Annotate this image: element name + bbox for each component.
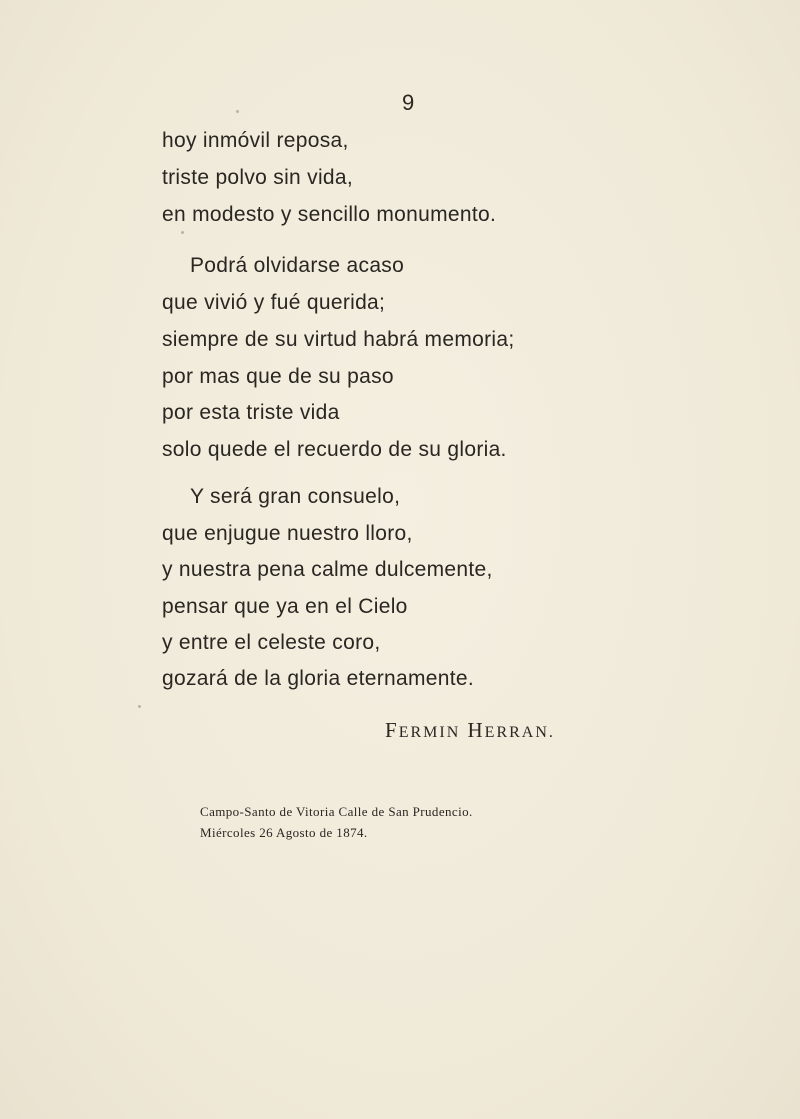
author-signature [385,718,555,743]
signature-initial: H [467,718,485,742]
paper-speck [138,705,141,708]
verse-line: que enjugue nuestro lloro, [162,522,413,545]
verse-line: por esta triste vida [162,401,340,424]
verse-line: triste polvo sin vida, [162,166,354,189]
signature-initial: F [385,718,399,742]
verse-line: y nuestra pena calme dulcemente, [162,558,493,581]
verse-line: por mas que de su paso [162,365,394,388]
page-number: 9 [402,90,415,115]
verse-line: hoy inmóvil reposa, [162,129,349,152]
signature-rest: ERMIN [398,724,461,741]
verse-line: Y será gran consuelo, [190,485,401,508]
verse-line: que vivió y fué querida; [162,291,386,314]
signature-rest: ERRAN. [484,724,555,741]
verse-line: solo quede el recuerdo de su gloria. [162,438,507,461]
verse-line: siempre de su virtud habrá memoria; [162,328,515,351]
paper-speck [181,231,184,234]
verse-line: pensar que ya en el Cielo [162,595,408,618]
verse-line: y entre el celeste coro, [162,631,381,654]
verse-line: en modesto y sencillo monumento. [162,203,497,226]
verse-line: Podrá olvidarse acaso [190,254,405,277]
verse-line: gozará de la gloria eternamente. [162,667,474,690]
colophon-line: Campo-Santo de Vitoria Calle de San Prudencio. [200,804,473,819]
paper-speck [236,110,239,113]
colophon-line: Miércoles 26 Agosto de 1874. [200,825,368,840]
